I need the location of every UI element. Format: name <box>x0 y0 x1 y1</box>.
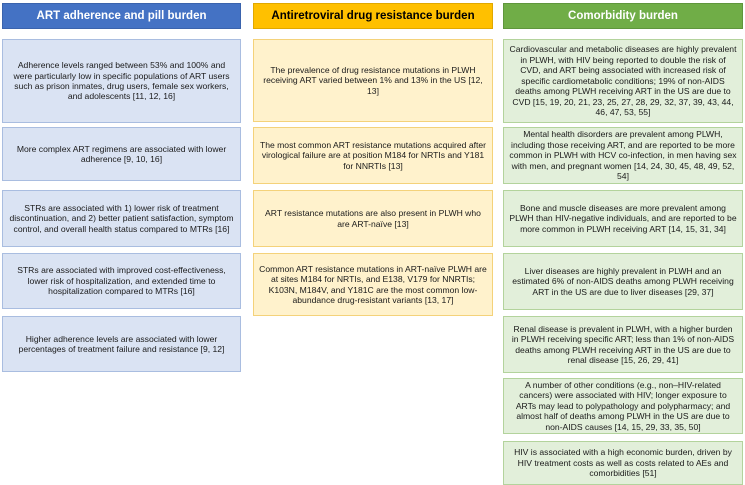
resistance-box-4: Common ART resistance mutations in ART-naïve PLWH are at sites M184 for NRTIs, and E138, V179 for NNRTIs; K103N, M184V, and Y181C are the most common low-abundance drug-resistant variants [13, 17] <box>253 253 493 316</box>
comorbidity-box-4: Liver diseases are highly prevalent in PLWH and an estimated 6% of non-AIDS deaths among PLWH receiving ART in the US are due to liver diseases [29, 37] <box>503 253 743 310</box>
comorbidity-box-3: Bone and muscle diseases are more prevalent among PLWH than HIV-negative individuals, and are reported to be more common in PLWH receiving ART [14, 15, 31, 34] <box>503 190 743 247</box>
resistance-box-2: The most common ART resistance mutations acquired after virological failure are at position M184 for NRTIs and Y181 for NNRTIs [13] <box>253 127 493 184</box>
adherence-box-2: More complex ART regimens are associated with lower adherence [9, 10, 16] <box>2 127 241 181</box>
column-resistance <box>253 3 493 305</box>
resistance-box-3: ART resistance mutations are also present in PLWH who are ART-naïve [13] <box>253 190 493 247</box>
adherence-box-4: STRs are associated with improved cost-effectiveness, lower risk of hospitalization, and extended time to hospitalization compared to MTRs [16] <box>2 253 241 309</box>
adherence-box-5: Higher adherence levels are associated with lower percentages of treatment failure and resistance [9, 12] <box>2 316 241 372</box>
adherence-box-3: STRs are associated with 1) lower risk of treatment discontinuation, and 2) better patient satisfaction, symptom control, and overall health status compared to MTRs [16] <box>2 190 241 247</box>
column-adherence <box>2 3 241 354</box>
comorbidity-box-6: A number of other conditions (e.g., non–HIV-related cancers) were associated with HIV; longer exposure to ARTs may lead to polypathology and polypharmacy; and almost half of deaths among PLWH in the US are due to non-AIDS causes [14, 15, 29, 33, 35, 50] <box>503 378 743 434</box>
adherence-header: ART adherence and pill burden <box>2 3 241 29</box>
comorbidity-box-7: HIV is associated with a high economic burden, driven by HIV treatment costs as well as costs related to AEs and comorbidities [51] <box>503 441 743 485</box>
resistance-box-1: The prevalence of drug resistance mutations in PLWH receiving ART varied between 1% and 13% in the US [12, 13] <box>253 39 493 122</box>
comorbidity-box-2: Mental health disorders are prevalent among PLWH, including those receiving ART, and are reported to be more common in PLWH with HCV co-infection, in men having sex with men, and pregnant women [14, 24, 30, 45, 48, 49, 52, 54] <box>503 127 743 184</box>
resistance-header: Antiretroviral drug resistance burden <box>253 3 493 29</box>
adherence-box-1: Adherence levels ranged between 53% and 100% and were particularly low in specific populations of ART users such as prison inmates, drug users, female sex workers, and adolescents [11, 12, 16] <box>2 39 241 123</box>
comorbidity-box-5: Renal disease is prevalent in PLWH, with a higher burden in PLWH receiving specific ART; less than 1% of non-AIDS deaths among PLWH receiving ART in the US are due to renal disease [15, 26, 29, 41] <box>503 316 743 373</box>
column-comorbidity <box>503 3 743 479</box>
comorbidity-box-1: Cardiovascular and metabolic diseases are highly prevalent in PLWH, with HIV being reported to double the risk of CVD, and ART being associated with increased risk of specific cardiometabolic conditions; 19% of non-AIDS deaths among PLWH receiving ART in the US are due to CVD [15, 19, 20, 21, 23, 25, 27, 28, 29, 32, 37, 39, 43, 44, 46, 47, 53, 55] <box>503 39 743 123</box>
comorbidity-header: Comorbidity burden <box>503 3 743 29</box>
